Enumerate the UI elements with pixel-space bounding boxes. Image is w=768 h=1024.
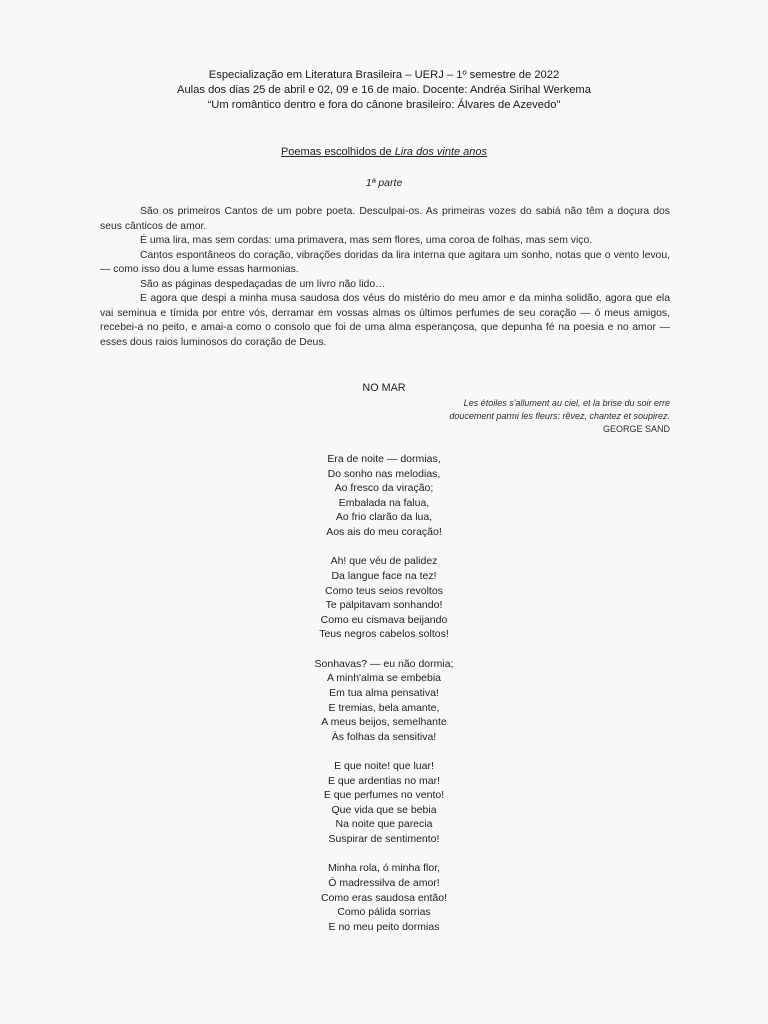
selection-title — [0, 146, 768, 158]
verse-line: Era de noite — dormias, — [327, 453, 441, 465]
verse-line: Ó madressilva de amor! — [328, 877, 440, 890]
verse-line: Em tua alma pensativa! — [329, 686, 439, 699]
course-header — [0, 68, 768, 113]
verse-line: Na noite que parecia — [335, 818, 433, 831]
stanza — [0, 657, 768, 745]
preface-paragraph: É uma lira, mas sem cordas: uma primavera, mas sem flores, uma coroa de folhas, mas sem viço. — [140, 235, 593, 246]
poem-title: NO MAR — [362, 382, 406, 394]
stanza — [0, 861, 768, 934]
stanza — [0, 554, 768, 642]
verse-line: Minha rola, ó minha flor, — [327, 862, 441, 875]
header-line-3: “Um romântico dentro e fora do cânone brasileiro: Álvares de Azevedo" — [207, 99, 561, 111]
book-title: Lira dos vinte anos — [394, 146, 488, 158]
preface-paragraph: São as páginas despedaçadas de um livro não lido… — [140, 278, 386, 290]
epigraph — [270, 397, 670, 435]
verse-line: Te palpitavam sonhando! — [325, 599, 443, 612]
verse-line: Ao frio clarão da lua, — [335, 511, 433, 524]
preface-paragraph: Cantos espontâneos do coração, vibrações doridas da lira interna que agitara um sonho, notas que o vento levou, — como isso dou a lume essas harmonias. — [100, 249, 670, 275]
verse-line: Às folhas da sensitiva! — [331, 730, 437, 743]
verse-line: Sonhavas? — eu não dormia; — [314, 657, 454, 670]
verse-line: Teus negros cabelos soltos! — [319, 628, 449, 641]
verse-line: Suspirar de sentimento! — [328, 833, 440, 846]
verse-line: Ah! que véu de palidez — [330, 555, 438, 568]
verse-line: E que perfumes no vento! — [323, 789, 445, 802]
preface-paragraph: E agora que despi a minha musa saudosa dos véus do mistério do meu amor e da minha solidão, agora que ela vai seminua e tímida por entre vós, derramar em vossas almas os últimos perfumes de seu coração — ó meus amigos, recebei-a no peito, e amai-a como o consolo que foi de uma alma esperançosa, que depunha fé na poesia e no amor — esses dous raios luminosos do coração de Deus. — [100, 293, 670, 348]
epigraph-author: GEORGE SAND — [602, 423, 670, 434]
epigraph-line: doucement parmi les fleurs: rêvez, chantez et soupirez. — [449, 410, 670, 421]
verse-line: Embalada na falua, — [338, 496, 430, 509]
verse-line: A minh'alma se embebia — [326, 672, 442, 685]
verse-line: E no meu peito dormias — [328, 920, 440, 933]
epigraph-line: Les étoiles s'allument au ciel, et la brise du soir erre — [463, 398, 670, 408]
header-line-2: Aulas dos dias 25 de abril e 02, 09 e 16 de maio. Docente: Andréa Sirihal Werkema — [177, 84, 591, 96]
verse-line: A meus beijos, semelhante — [321, 716, 447, 729]
poem-body — [0, 452, 768, 949]
verse-line: Do sonho nas melodias, — [327, 467, 441, 480]
verse-line: E tremias, bela amante, — [328, 701, 440, 714]
verse-line: Da langue face na tez! — [331, 569, 437, 582]
verse-line: Que vida que se bebia — [331, 803, 437, 816]
verse-line: Como eras saudosa então! — [320, 891, 448, 904]
preface-paragraph: São os primeiros Cantos de um pobre poeta. Desculpai-os. As primeiras vozes do sabiá não têm a doçura dos seus cânticos de amor. — [100, 206, 670, 232]
stanza — [0, 452, 768, 540]
stanza — [0, 759, 768, 847]
verse-line: Como pálida sorrias — [337, 906, 431, 919]
part-title: 1ª parte — [365, 177, 403, 189]
verse-line: Aos ais do meu coração! — [326, 525, 442, 538]
header-line-1: Especialização em Literatura Brasileira – UERJ – 1º semestre de 2022 — [208, 69, 560, 81]
verse-line: Como eu cismava beijando — [320, 613, 448, 626]
verse-line: E que ardentias no mar! — [327, 774, 441, 787]
verse-line: Como teus seios revoltos — [325, 584, 443, 597]
verse-line: E que noite! que luar! — [334, 760, 434, 773]
verse-line: Ao fresco da viração; — [334, 482, 434, 495]
selection-title-prefix: Poemas escolhidos de — [280, 146, 395, 158]
preface-text — [100, 205, 670, 350]
